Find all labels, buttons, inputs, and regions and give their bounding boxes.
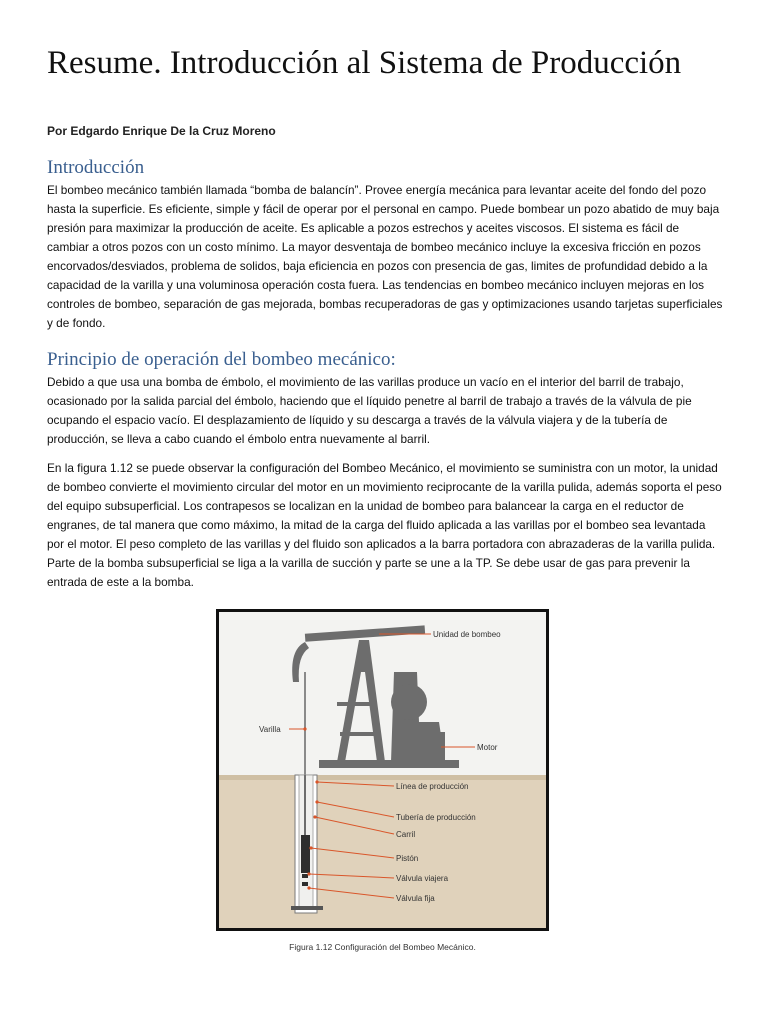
principle-heading: Principio de operación del bombeo mecánico: — [47, 349, 396, 370]
pumping-unit-figure — [216, 609, 549, 931]
label-carril: Carril — [396, 830, 416, 839]
intro-heading: Introducción — [47, 157, 145, 178]
principle-paragraph-2: En la figura 1.12 se puede observar la configuración del Bombeo Mecánico, el movimiento se suministra con un motor, la unidad de bombeo convierte el movimiento circular del motor en un movimiento reciprocante de la varilla pulida, además soporta el peso del equipo subsuperficial. Los contrapesos se localizan en la unidad de bombeo para balancear la carga en el reductor de engranes, de tal manera que como máximo, la mitad de la carga del fluido aplicada a las varillas por el bombeo sea levantada por el motor. El peso completo de las varillas y del fluido son aplicados a la barra portadora con abrazaderas de la varilla pulida. Parte de la bomba subsuperficial se liga a la varilla de succión y parte se une a la TP. Se debe usar de gas para prevenir la entrada de este a la bomba. — [47, 461, 722, 589]
figure-caption: Figura 1.12 Configuración del Bombeo Mecánico. — [289, 942, 476, 952]
label-unidad-bombeo: Unidad de bombeo — [433, 630, 501, 639]
ground-surface — [219, 775, 546, 780]
label-tuberia-produccion: Tubería de producción — [396, 813, 476, 822]
label-motor: Motor — [477, 743, 498, 752]
label-valvula-fija: Válvula fija — [396, 894, 435, 903]
pumping-unit-diagram — [219, 612, 546, 928]
ground-area — [219, 775, 546, 928]
label-valvula-viajera: Válvula viajera — [396, 874, 449, 883]
polished-rod — [304, 672, 306, 776]
label-piston: Pistón — [396, 854, 419, 863]
label-varilla: Varilla — [259, 725, 281, 734]
document-title: Resume. Introducción al Sistema de Producción — [47, 45, 682, 81]
intro-paragraph: El bombeo mecánico también llamada “bomba de balancín”. Provee energía mecánica para levantar aceite del fondo del pozo hasta la superficie. Es eficiente, simple y fácil de operar por el personal en campo. Puede bombear un pozo abatido de muy baja presión para maximizar la producción de aceite. Es aplicable a pozos estrechos y aceites viscosos. El sistema es fácil de cambiar a otros pozos con un costo mínimo. La mayor desventaja de bombeo mecánico incluye la excesiva fricción en pozos encorvados/desviados, problema de solidos, baja eficiencia en pozos con presencia de gas, limites de profundidad debido a la capacidad de la varilla y una voluminosa operación costa fuera. Las tendencias en bombeo mecánico incluyen mejoras en los controles de bombeo, separación de gas mejorada, bombas recuperadoras de gas y optimizaciones usando tarjetas superficiales y de fondo. — [47, 183, 723, 330]
document-author: Por Edgardo Enrique De la Cruz Moreno — [47, 124, 276, 138]
principle-paragraph-1: Debido a que usa una bomba de émbolo, el movimiento de las varillas produce un vacío en el interior del barril de trabajo, ocasionado por la salida parcial del émbolo, haciendo que el líquido penetre al barril de trabajo a través de la válvula de pie ocupando el espacio vacío. El desplazamiento de líquido y su descarga a través de la válvula viajera y de la tubería de producción, se lleva a cabo cuando el émbolo entra nuevamente al barril. — [47, 375, 692, 446]
label-linea-produccion: Línea de producción — [396, 782, 469, 791]
